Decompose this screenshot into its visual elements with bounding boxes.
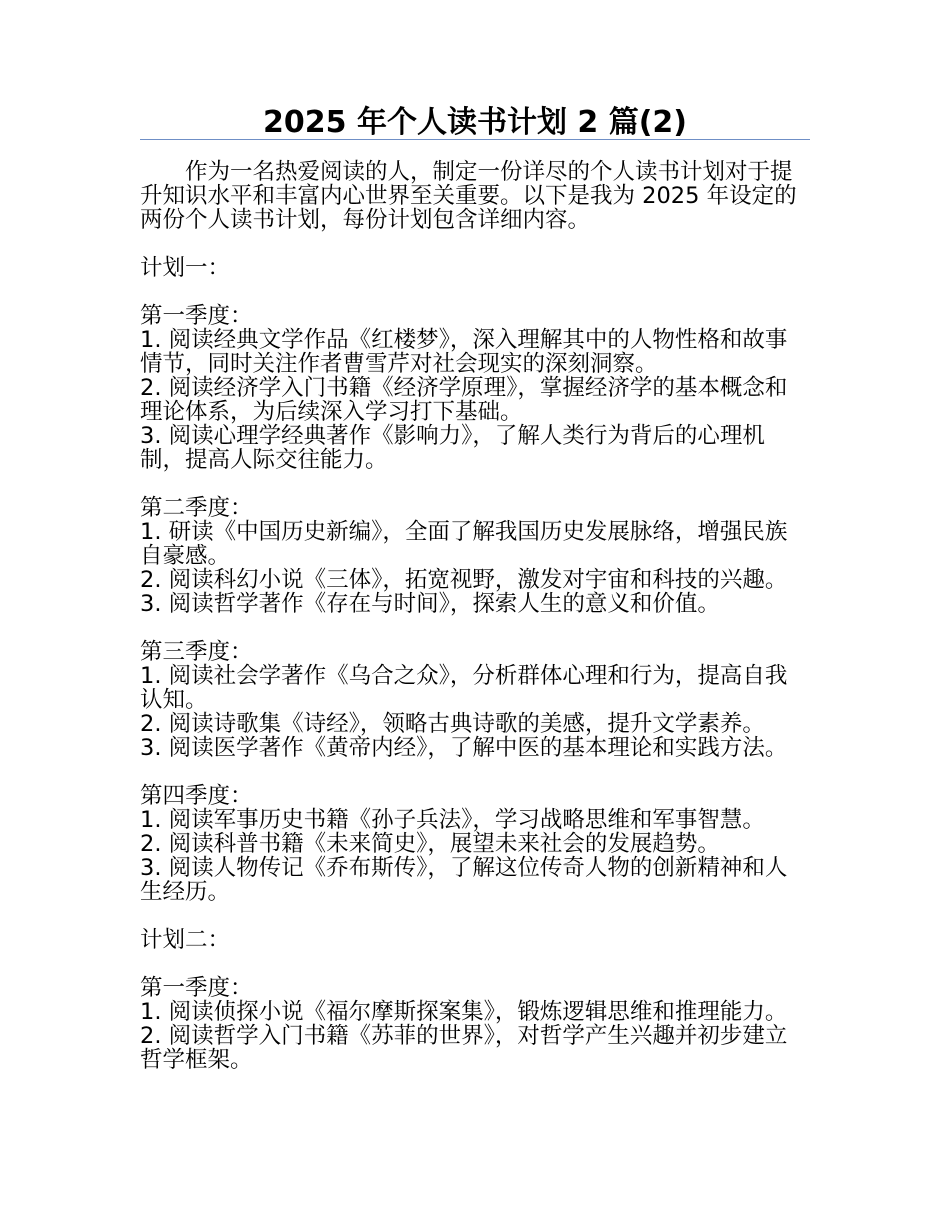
season-section: [140, 640, 800, 760]
reading-item: 2. 阅读科普书籍《未来简史》，展望未来社会的发展趋势。: [140, 831, 720, 857]
reading-item: 3. 阅读哲学著作《存在与时间》，探索人生的意义和价值。: [140, 591, 720, 617]
document-body: [140, 160, 800, 1096]
reading-item: 2. 阅读哲学入门书籍《苏菲的世界》，对哲学产生兴趣并初步建立哲学框架。: [140, 1023, 788, 1073]
season-section: [140, 976, 800, 1072]
plan-heading: 计划一：: [140, 255, 231, 281]
page-title: 2025 年个人读书计划 2 篇(2): [263, 105, 687, 140]
reading-item: 2. 阅读科幻小说《三体》，拓宽视野，激发对宇宙和科技的兴趣。: [140, 567, 788, 593]
reading-item: 2. 阅读经济学入门书籍《经济学原理》，掌握经济学的基本概念和理论体系，为后续深入学习打下基础。: [140, 375, 788, 425]
reading-item: 1. 阅读社会学著作《乌合之众》，分析群体心理和行为，提高自我认知。: [140, 663, 788, 713]
season-heading: 第一季度：: [140, 975, 253, 1001]
reading-item: 2. 阅读诗歌集《诗经》，领略古典诗歌的美感，提升文学素养。: [140, 711, 765, 737]
season-section: [140, 784, 800, 904]
reading-item: 1. 阅读经典文学作品《红楼梦》，深入理解其中的人物性格和故事情节，同时关注作者曹雪芹对社会现实的深刻洞察。: [140, 327, 788, 377]
season-heading: 第二季度：: [140, 495, 253, 521]
reading-item: 1. 阅读军事历史书籍《孙子兵法》，学习战略思维和军事智慧。: [140, 807, 765, 833]
season-heading: 第四季度：: [140, 783, 253, 809]
reading-item: 3. 阅读人物传记《乔布斯传》，了解这位传奇人物的创新精神和人生经历。: [140, 855, 788, 905]
plan-heading: 计划二：: [140, 927, 231, 953]
reading-item: 3. 阅读医学著作《黄帝内经》，了解中医的基本理论和实践方法。: [140, 735, 788, 761]
season-heading: 第三季度：: [140, 639, 253, 665]
reading-item: 3. 阅读心理学经典著作《影响力》，了解人类行为背后的心理机制，提高人际交往能力。: [140, 423, 765, 473]
season-section: [140, 304, 800, 472]
season-section: [140, 496, 800, 616]
intro-paragraph: 作为一名热爱阅读的人，制定一份详尽的个人读书计划对于提升知识水平和丰富内心世界至关重要。以下是我为 2025 年设定的两份个人读书计划，每份计划包含详细内容。: [140, 159, 797, 233]
title-underline: [140, 139, 810, 140]
season-heading: 第一季度：: [140, 303, 253, 329]
reading-item: 1. 研读《中国历史新编》，全面了解我国历史发展脉络，增强民族自豪感。: [140, 519, 788, 569]
reading-item: 1. 阅读侦探小说《福尔摩斯探案集》，锻炼逻辑思维和推理能力。: [140, 999, 788, 1025]
